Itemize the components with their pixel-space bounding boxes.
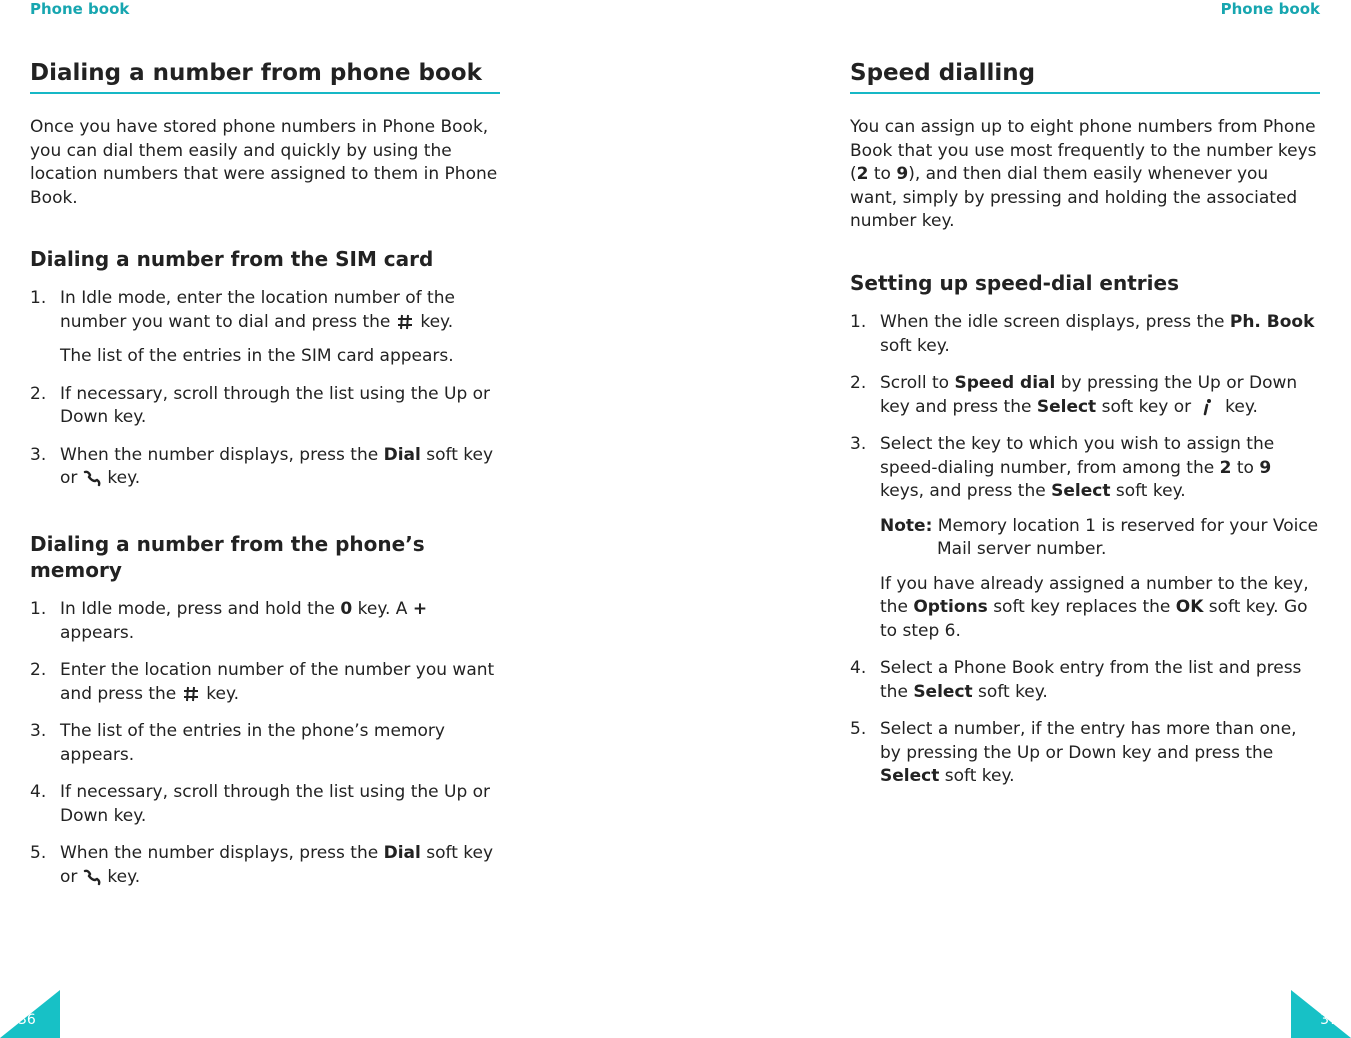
list-item: 2. Scroll to Speed dial by pressing the Up or Down key and press the Select soft key or key. bbox=[850, 373, 1298, 417]
left-intro: Once you have stored phone numbers in Phone Book, you can dial them easily and quickly by using the location numbers that were assigned to them in Phone Book. bbox=[30, 117, 498, 208]
list-item: 2. If necessary, scroll through the list using the Up or Down key. bbox=[30, 383, 491, 427]
send-key-icon bbox=[82, 469, 102, 487]
hash-key-icon bbox=[395, 313, 415, 331]
page-number-right: 37 bbox=[1320, 1012, 1338, 1028]
list-item: 4. If necessary, scroll through the list using the Up or Down key. bbox=[30, 782, 491, 826]
sim-section-heading: Dialing a number from the SIM card bbox=[30, 247, 434, 271]
running-header-left: Phone book bbox=[30, 0, 130, 18]
setup-section-heading: Setting up speed-dial entries bbox=[850, 271, 1179, 295]
setup-steps bbox=[850, 311, 1320, 803]
list-item: 2. Enter the location number of the number you want and press the key. bbox=[30, 660, 495, 704]
list-item: 3. When the number displays, press the Dial soft key or key. bbox=[30, 444, 494, 488]
list-item: 1. When the idle screen displays, press the Ph. Book soft key. bbox=[850, 312, 1315, 356]
page-number-left: 36 bbox=[18, 1012, 36, 1028]
list-item: 4. Select a Phone Book entry from the list and press the Select soft key. bbox=[850, 658, 1302, 702]
list-item: 1. In Idle mode, enter the location number of the number you want to dial and press the key. The list of the entries in the SIM card appears. bbox=[30, 288, 455, 366]
memory-section-heading: Dialing a number from the phone’s memory bbox=[30, 532, 425, 582]
send-key-icon bbox=[82, 868, 102, 886]
list-item: 3. Select the key to which you wish to assign the speed-dialing number, from among the 2 to 9 keys, and press the Select soft key. Note: Memory location 1 is reserved for your Voice Mail server number. If you have already assigned a number to the key, the Options soft key replaces the OK soft key. Go to step 6. bbox=[850, 434, 1319, 641]
right-intro: You can assign up to eight phone numbers from Phone Book that you use most frequently to the number keys (2 to 9), and then dial them easily whenever you want, simply by pressing and holding the associated number key. bbox=[850, 117, 1317, 231]
memory-steps bbox=[30, 598, 500, 903]
note: Note: Memory location 1 is reserved for your Voice Mail server number. bbox=[880, 515, 1319, 559]
left-page-title: Dialing a number from phone book bbox=[30, 60, 500, 94]
info-key-icon bbox=[1196, 398, 1220, 416]
list-item: 1. In Idle mode, press and hold the 0 key. A + appears. bbox=[30, 599, 428, 643]
right-page-title: Speed dialling bbox=[850, 60, 1320, 94]
list-item: 5. When the number displays, press the Dial soft key or key. bbox=[30, 843, 494, 887]
running-header-right: Phone book bbox=[1220, 0, 1320, 18]
sim-steps bbox=[30, 287, 500, 505]
list-item: 3. The list of the entries in the phone’s memory appears. bbox=[30, 721, 445, 765]
list-item: 5. Select a number, if the entry has more than one, by pressing the Up or Down key and press the Select soft key. bbox=[850, 719, 1297, 786]
hash-key-icon bbox=[181, 685, 201, 703]
